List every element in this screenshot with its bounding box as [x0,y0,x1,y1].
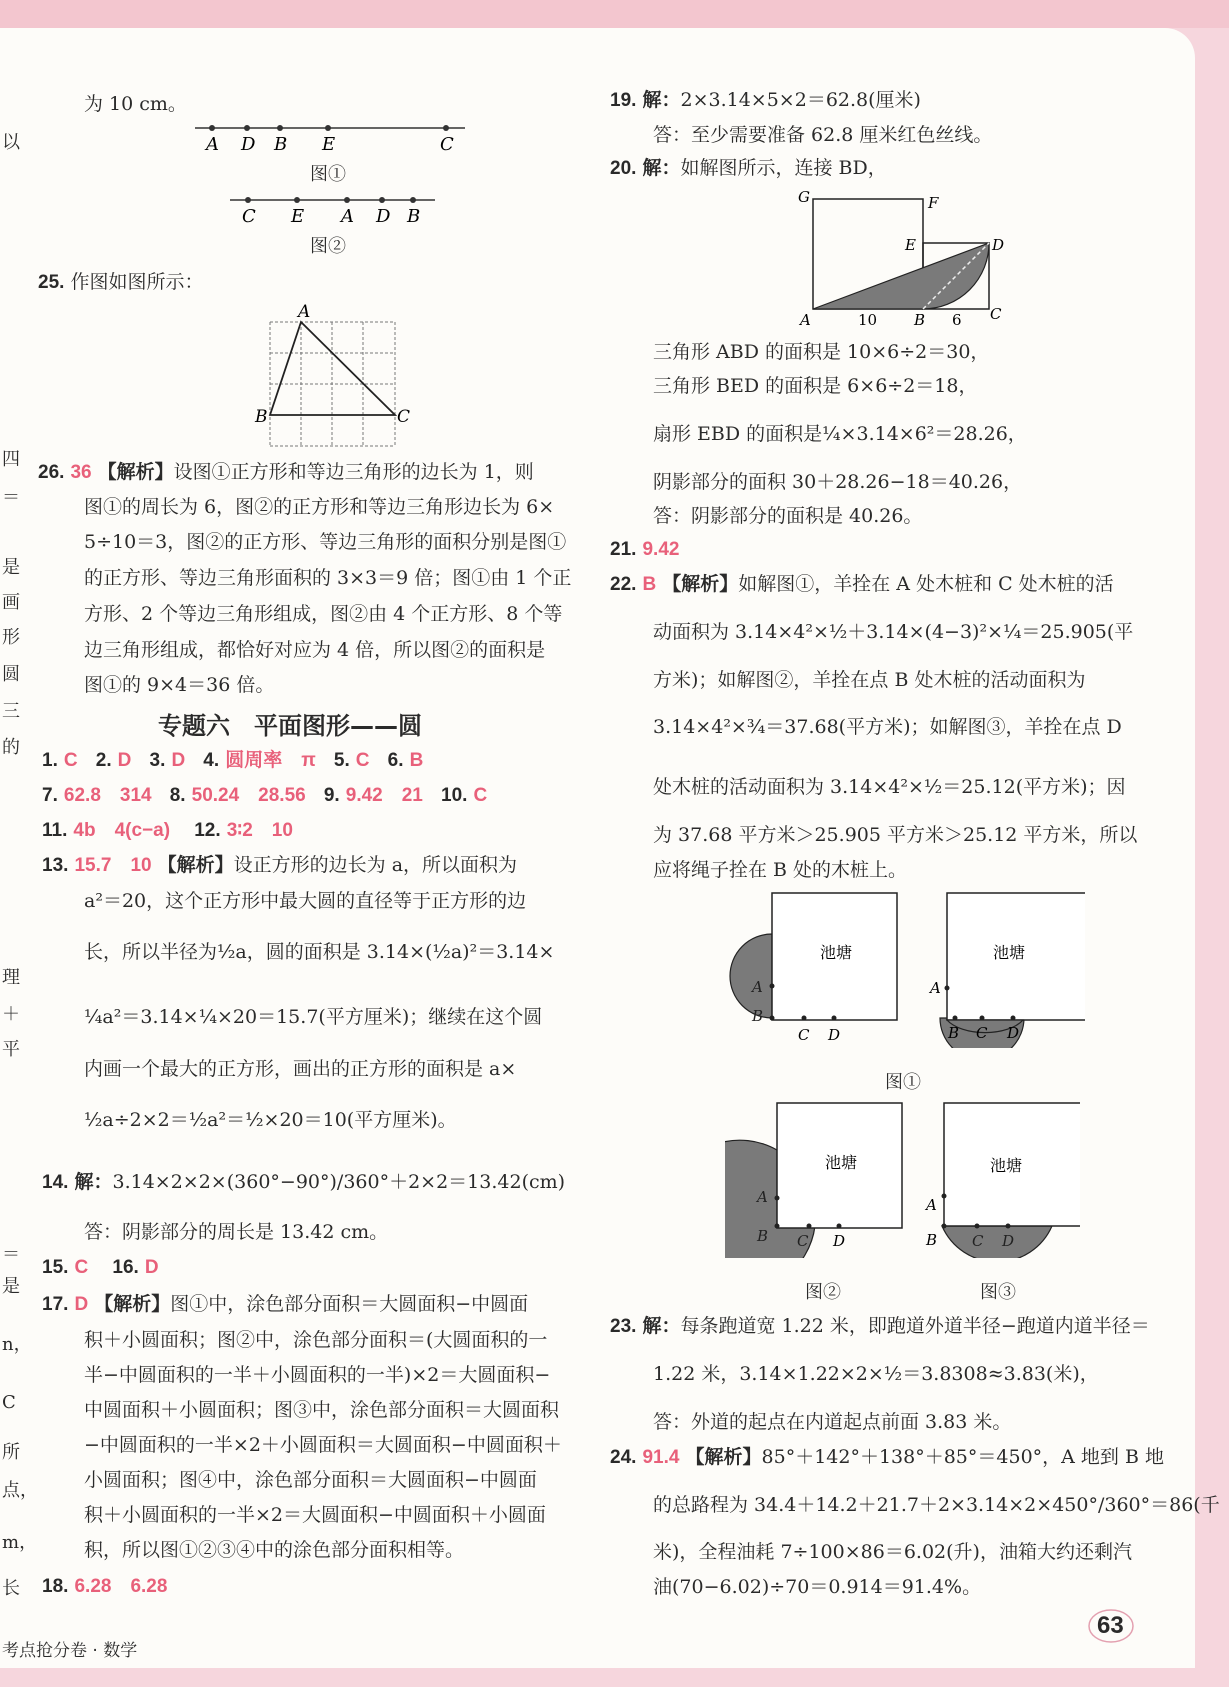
q13-line1 [42,853,517,878]
q21 [610,537,679,562]
pond-figure-3 [920,1098,1080,1258]
answer: C [63,750,78,771]
answer: C [473,785,488,806]
q23-line: 1.22 米，3.14×1.22×2×½＝3.8308≈3.83(米)， [653,1363,1099,1385]
answer: B [409,750,424,771]
q-num: 11. [42,820,68,841]
q17-line: 积＋小圆面积的一半×2＝大圆面积−中圆面积＋小圆面 [84,1504,546,1526]
answers-row-2 [42,783,487,808]
q-num: 6. [387,750,404,771]
answer: 9.42 21 [345,785,423,806]
q17-line: 中圆面积＋小圆面积；图③中，涂色部分面积＝大圆面积 [84,1399,560,1421]
margin-char: 四 [2,449,20,470]
jie-label: 解： [642,1315,681,1337]
margin-char: ＝ [2,487,20,508]
answer: 36 [70,462,92,483]
point-label: B [407,206,421,227]
q20-line: 阴影部分的面积 30＋28.26−18＝40.26， [653,471,1023,493]
margin-char: 长 [2,1578,20,1599]
q-num: 23. [610,1316,637,1337]
q-num: 12. [194,820,221,841]
q25-text: 作图如图所示： [70,271,204,293]
q17-line: 半−中圆面积的一半＋小圆面积的一半)×2＝大圆面积− [84,1364,551,1386]
answer: D [171,750,186,771]
margin-char: m， [2,1532,38,1553]
q-num: 18. [42,1576,69,1597]
pond-figure-2 [725,1098,905,1258]
q25 [38,270,203,295]
answer: B [642,574,657,595]
q22-line: 3.14×4²×¾＝37.68(平方米)；如解图③，羊拴在点 D [653,716,1122,738]
point-label: D [992,236,1005,254]
point-label: D [833,1232,846,1250]
answer: 圆周率 π [225,750,316,771]
point-label: B [255,407,268,427]
margin-char: ＋ [2,1004,20,1025]
q-num: 5. [333,750,350,771]
text: 设图①正方形和等边三角形的边长为 1，则 [173,461,534,483]
q-num: 1. [42,750,58,771]
q19-line1 [610,88,921,113]
jiexi-label: 【解析】 [662,573,739,595]
answer: 6.28 6.28 [74,1576,168,1597]
q20-line: 三角形 ABD 的面积是 10×6÷2＝30， [653,341,990,363]
q-num: 9. [323,785,340,806]
q13-line: 内画一个最大的正方形，画出的正方形的面积是 a× [84,1058,517,1080]
q-num: 2. [95,750,112,771]
point-label: D [241,134,256,155]
q-num: 3. [149,750,166,771]
point-label: E [291,206,305,227]
point-label: C [972,1232,984,1250]
q-num: 19. [610,90,637,111]
q26-line: 边三角形组成，都恰好对应为 4 倍，所以图②的面积是 [84,639,546,661]
q17-line: 积＋小圆面积；图②中，涂色部分面积＝(大圆面积的一 [84,1329,548,1351]
jie-label: 解： [74,1171,113,1193]
point-label: A [752,978,763,996]
jiexi-label: 【解析】 [94,1293,171,1315]
q24-line: 油(70−6.02)÷70＝0.914＝91.4%。 [653,1576,982,1598]
point-label: F [928,194,939,212]
q-num: 21. [610,539,637,560]
fig-caption: 图② [805,1282,841,1303]
q20-line: 扇形 EBD 的面积是¼×3.14×6²＝28.26， [653,423,1027,445]
margin-char: 点， [2,1480,38,1501]
text: 85°＋142°＋138°＋85°＝450°，A 地到 B 地 [761,1446,1164,1468]
length-label: 6 [952,311,962,326]
q13-line: 长，所以半径为½a，圆的面积是 3.14×(½a)²＝3.14× [84,941,555,963]
q-num: 25. [38,272,65,293]
margin-char: 的 [2,737,20,758]
point-label: B [274,134,288,155]
text: 如解图所示，连接 BD， [680,157,887,179]
q-num: 13. [42,855,69,876]
q-num: 10. [441,785,468,806]
text: 每条跑道宽 1.22 米，即跑道外道半径−跑道内道半径＝ [680,1315,1150,1337]
point-label: B [914,311,926,326]
text: 设正方形的边长为 a，所以面积为 [233,854,518,876]
text: 如解图①，羊拴在 A 处木桩和 C 处木桩的活 [738,573,1114,595]
text: 图①中，涂色部分面积＝大圆面积−中圆面 [170,1293,529,1315]
fig-caption: 图① [310,164,346,185]
point-label: A [206,134,219,155]
margin-char: 三 [2,701,20,722]
point-label: A [930,979,941,997]
q-num: 8. [169,785,186,806]
margin-char: 形 [2,627,20,648]
q26-line: 图①的 9×4＝36 倍。 [84,674,275,696]
top-border [0,0,1229,28]
q-num: 16. [112,1257,139,1278]
q18 [42,1574,167,1599]
q26-line: 图①的周长为 6，图②的正方形和等边三角形边长为 6× [84,496,555,518]
fig-caption: 图② [310,236,346,257]
point-label: A [757,1188,768,1206]
point-label: D [1002,1232,1015,1250]
q17-line: 积，所以图①②③④中的涂色部分面积相等。 [84,1539,465,1561]
q22-line: 为 37.68 平方米＞25.905 平方米＞25.12 平方米，所以 [653,824,1138,846]
q-num: 7. [42,785,58,806]
jiexi-label: 【解析】 [97,461,174,483]
margin-char: 理 [2,967,20,988]
sector-figure [790,186,1020,326]
point-label: C [397,407,410,427]
answers-row-3 [42,818,293,843]
point-label: C [990,305,1002,323]
margin-char: 是 [2,1276,20,1297]
q22-line: 方米)；如解图②，羊拴在点 B 处木桩的活动面积为 [653,669,1086,691]
q-num: 14. [42,1172,69,1193]
pond-label: 池塘 [990,1156,1023,1175]
margin-char: 是 [2,557,20,578]
q17-line: −中圆面积的一半×2＋小圆面积＝大圆面积−中圆面积＋ [84,1434,562,1456]
pond-label: 池塘 [820,943,853,962]
margin-char: 以 [2,132,20,153]
point-label: C [797,1232,809,1250]
q26-line1 [38,460,534,485]
q14-line1 [42,1170,565,1195]
q17-line: 小圆面积；图④中，涂色部分面积＝大圆面积−中圆面 [84,1469,537,1491]
section-title: 专题六 平面图形——圆 [158,712,422,740]
q13-line: a²＝20，这个正方形中最大圆的直径等于正方形的边 [84,890,527,912]
fig-caption: 图① [885,1072,921,1093]
point-label: B [752,1007,764,1025]
q20-line: 答：阴影部分的面积是 40.26。 [653,505,923,527]
point-label: A [800,311,811,326]
jie-label: 解： [642,89,681,111]
answer: 62.8 314 [63,785,152,806]
point-label: C [440,134,454,155]
grid-triangle-figure [250,300,410,450]
page-number [1087,1604,1137,1644]
point-label: G [798,188,810,206]
answers-row-1 [42,748,423,773]
length-label: 10 [858,311,878,326]
q22-line: 动面积为 3.14×4²×½＋3.14×(4−3)²×¼＝25.905(平 [653,621,1134,643]
q26-line: 5÷10＝3，图②的正方形、等边三角形的面积分别是图① [84,531,567,553]
q20-line: 三角形 BED 的面积是 6×6÷2＝18， [653,375,978,397]
answer: 4b 4(c−a) [73,820,171,841]
point-label: B [926,1231,938,1249]
jiexi-label: 【解析】 [157,854,234,876]
q-num: 26. [38,462,65,483]
q26-line: 方形、2 个等边三角形组成，图②由 4 个正方形、8 个等 [84,603,563,625]
answer: D [74,1294,89,1315]
q13-line: ½a÷2×2＝½a²＝½×20＝10(平方厘米)。 [84,1109,457,1131]
point-label: E [322,134,336,155]
point-label: E [905,236,916,254]
answer: 50.24 28.56 [191,785,306,806]
answer: C [355,750,370,771]
q-num: 24. [610,1447,637,1468]
q23-line: 答：外道的起点在内道起点前面 3.83 米。 [653,1411,1012,1433]
text: 3.14×2×2×(360°−90°)/360°＋2×2＝13.42(cm) [112,1171,566,1193]
answer: 3∶2 10 [226,820,293,841]
margin-char: C [2,1392,16,1413]
q17-line1 [42,1292,528,1317]
page-number-text: 63 [1097,1612,1124,1639]
q26-line: 的正方形、等边三角形面积的 3×3＝9 倍；图①由 1 个正 [84,567,572,589]
q-num: 15. [42,1257,69,1278]
pond-label: 池塘 [825,1153,858,1172]
q-num: 17. [42,1294,69,1315]
line-figure-2 [225,192,445,232]
point-label: D [828,1026,841,1044]
margin-char: 平 [2,1039,20,1060]
margin-char: 画 [2,592,20,613]
q24-line1 [610,1445,1164,1470]
q-num: 20. [610,158,637,179]
margin-char: 所 [2,1442,20,1463]
answers-row-4 [42,1255,159,1280]
pond-figure-1a [720,888,900,1048]
pond-label: 池塘 [993,943,1026,962]
text: 2×3.14×5×2＝62.8(厘米) [680,89,921,111]
answer: D [117,750,132,771]
answer: 9.42 [642,539,680,560]
q-num: 22. [610,574,637,595]
q-num: 4. [203,750,220,771]
point-label: C [798,1026,810,1044]
jiexi-label: 【解析】 [685,1446,762,1468]
q19-line: 答：至少需要准备 62.8 厘米红色丝线。 [653,124,993,146]
point-label: D [1007,1024,1020,1042]
q24-line: 的总路程为 34.4＋14.2＋21.7＋2×3.14×2×450°/360°＝86(千 [653,1494,1220,1516]
point-label: B [948,1024,960,1042]
q23-line1 [610,1314,1150,1339]
answer: 91.4 [642,1447,680,1468]
q22-line: 应将绳子拴在 B 处的木桩上。 [653,859,908,881]
q22-line1 [610,572,1114,597]
q24-prev-line: 为 10 cm。 [84,93,187,115]
jie-label: 解： [642,157,681,179]
fig-caption: 图③ [980,1282,1016,1303]
answer: D [144,1257,159,1278]
q24-line: 米)，全程油耗 7÷100×86＝6.02(升)，油箱大约还剩汽 [653,1541,1132,1563]
pond-figure-1b [925,888,1085,1048]
point-label: A [341,206,354,227]
margin-char: 圆 [2,664,20,685]
q22-line: 处木桩的活动面积为 3.14×4²×½＝25.12(平方米)；因 [653,776,1126,798]
margin-char: ＝ [2,1244,20,1265]
q14-line: 答：阴影部分的周长是 13.42 cm。 [84,1221,389,1243]
point-label: A [298,302,311,322]
q13-line: ¼a²＝3.14×¼×20＝15.7(平方厘米)；继续在这个圆 [84,1006,543,1028]
answer: 15.7 10 [74,855,152,876]
margin-char: n， [2,1334,32,1355]
point-label: A [926,1196,937,1214]
point-label: B [757,1227,769,1245]
point-label: C [242,206,256,227]
footer: 考点抢分卷 · 数学 [2,1641,138,1661]
point-label: D [376,206,391,227]
point-label: C [976,1024,988,1042]
answer: C [74,1257,89,1278]
q20-line1 [610,156,887,181]
